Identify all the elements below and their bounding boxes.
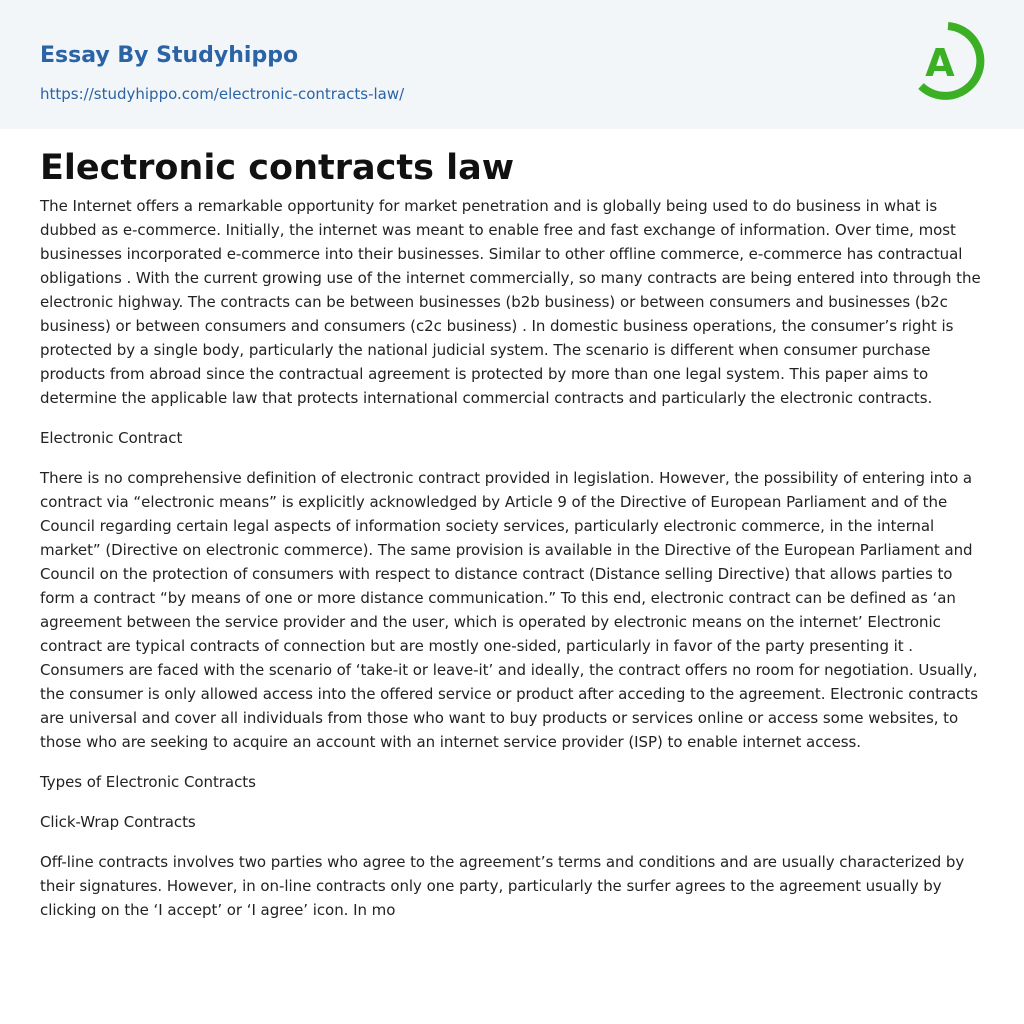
brand-title[interactable]: Essay By Studyhippo [40, 43, 299, 68]
section-heading-electronic-contract: Electronic Contract [40, 429, 183, 447]
paragraph-click-wrap: Off-line contracts involves two parties who agree to the agreement’s terms and conditions and are usually characterized by their signatures. However, in on-line contracts only one party, particularly the surfer agrees to the agreement usually by clicking on the ‘I accept’ or ‘I agree’ icon. In mo [40, 853, 965, 919]
site-header [0, 0, 1024, 129]
source-url-link[interactable]: https://studyhippo.com/electronic-contracts-law/ [40, 85, 405, 103]
section-heading-click-wrap: Click-Wrap Contracts [40, 813, 196, 831]
section-heading-types: Types of Electronic Contracts [40, 773, 256, 791]
studyhippo-logo-icon[interactable] [910, 18, 988, 106]
logo-letter: A [925, 41, 955, 85]
article-body [40, 144, 984, 938]
paragraph-definition: There is no comprehensive definition of electronic contract provided in legislation. However, the possibility of entering into a contract via “electronic means” is explicitly acknowledged by Article 9 of the Directive of European Parliament and of the Council regarding certain legal aspects of information society services, particularly electronic commerce, in the internal market” (Directive on electronic commerce). The same provision is available in the Directive of the European Parliament and Council on the protection of consumers with respect to distance contract (Distance selling Directive) that allows parties to form a contract “by means of one or more distance communication.” To this end, electronic contract can be defined as ‘an agreement between the service provider and the user, which is operated by electronic means on the internet’ Electronic contract are typical contracts of connection but are mostly one-sided, particularly in favor of the party presenting it . Consumers are faced with the scenario of ‘take-it or leave-it’ and ideally, the contract offers no room for negotiation. Usually, the consumer is only allowed access into the offered service or product after acceding to the agreement. Electronic contracts are universal and cover all individuals from those who want to buy products or services online or access some websites, to those who are seeking to acquire an account with an internet service provider (ISP) to enable internet access. [40, 469, 978, 751]
paragraph-intro: The Internet offers a remarkable opportunity for market penetration and is globally being used to do business in what is dubbed as e-commerce. Initially, the internet was meant to enable free and fast exchange of information. Over time, most businesses incorporated e-commerce into their businesses. Similar to other offline commerce, e-commerce has contractual obligations . With the current growing use of the internet commercially, so many contracts are being entered into through the electronic highway. The contracts can be between businesses (b2b business) or between consumers and businesses (b2c business) or between consumers and consumers (c2c business) . In domestic business operations, the consumer’s right is protected by a single body, particularly the national judicial system. The scenario is different when consumer purchase products from abroad since the contractual agreement is protected by more than one legal system. This paper aims to determine the applicable law that protects international commercial contracts and particularly the electronic contracts. [40, 197, 981, 407]
page-title: Electronic contracts law [40, 148, 515, 188]
